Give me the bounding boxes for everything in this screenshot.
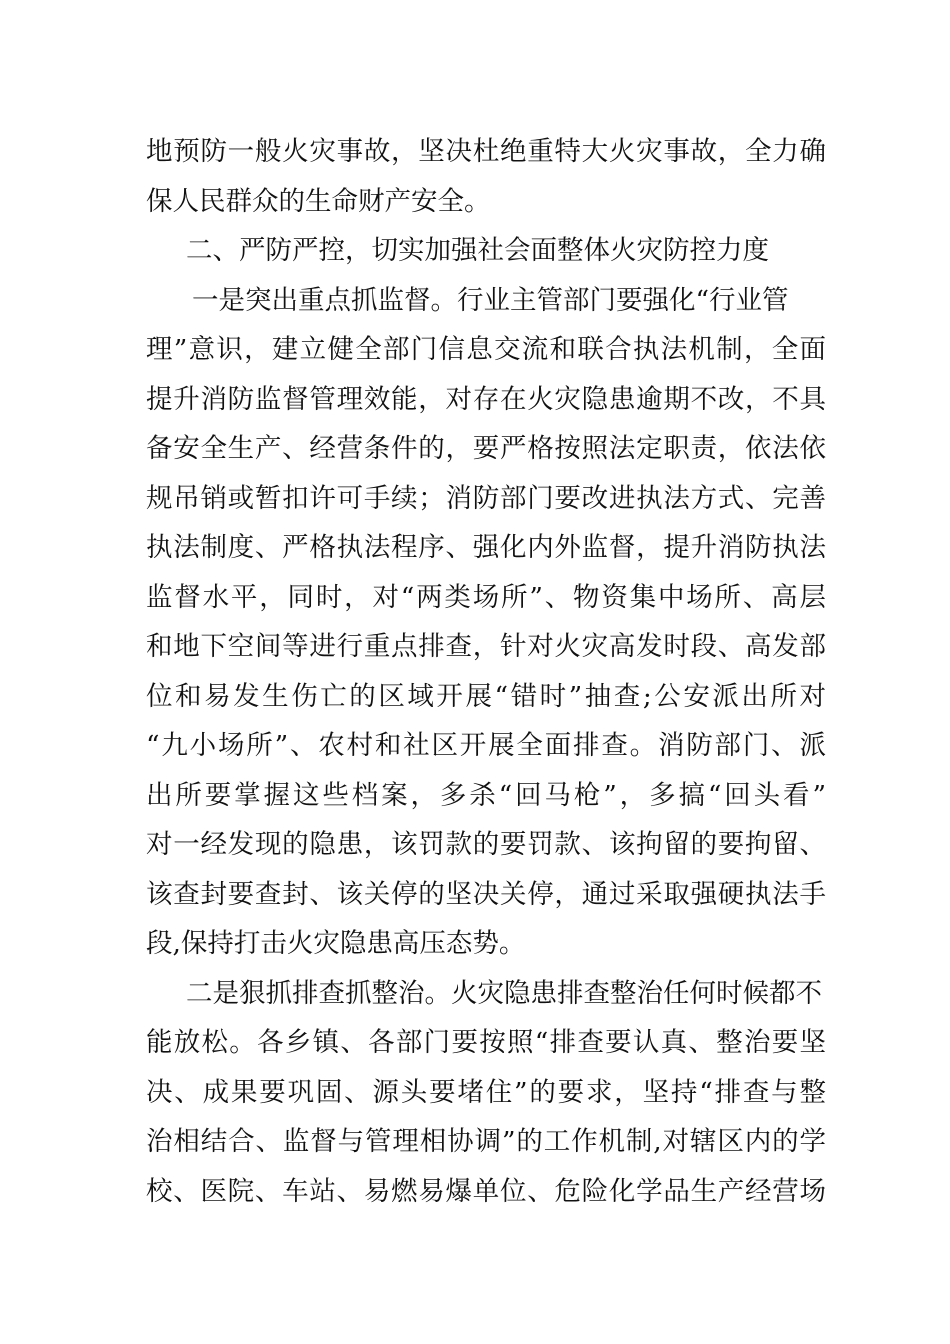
text-line: 出所要掌握这些档案，多杀“回马枪”，多搞“回头看” bbox=[146, 779, 826, 811]
text-line: 能放松。各乡镇、各部门要按照“排查要认真、整治要坚 bbox=[146, 1027, 826, 1058]
text-line: 备安全生产、经营条件的，要严格按照法定职责，依法依 bbox=[146, 433, 826, 464]
text-line: 段,保持打击火灾隐患高压态势。 bbox=[146, 928, 526, 959]
section-heading: 二、严防严控，切实加强社会面整体火灾防控力度 bbox=[186, 235, 769, 266]
text-line: 执法制度、严格执法程序、强化内外监督，提升消防执法 bbox=[146, 532, 826, 563]
text-line: 监督水平，同时，对“两类场所”、物资集中场所、高层 bbox=[146, 581, 826, 613]
paragraph-first-line: 二是狠抓排查抓整治。火灾隐患排查整治任何时候都不 bbox=[186, 977, 822, 1009]
text-line: 对一经发现的隐患，该罚款的要罚款、该拘留的要拘留、 bbox=[146, 829, 826, 860]
text-line: 该查封要查封、该关停的坚决关停，通过采取强硬执法手 bbox=[146, 878, 826, 910]
text-line: 保人民群众的生命财产安全。 bbox=[146, 185, 491, 217]
paragraph-first-line: 一是突出重点抓监督。行业主管部门要强化“行业管 bbox=[192, 284, 789, 316]
text-line: 校、医院、车站、易燃易爆单位、危险化学品生产经营场 bbox=[146, 1175, 826, 1207]
text-line: 理”意识，建立健全部门信息交流和联合执法机制，全面 bbox=[146, 334, 826, 365]
text-line: “九小场所”、农村和社区开展全面排查。消防部门、派 bbox=[146, 730, 826, 761]
text-line: 决、成果要巩固、源头要堵住”的要求，坚持“排查与整 bbox=[146, 1076, 826, 1108]
text-line: 位和易发生伤亡的区域开展“错时”抽查;公安派出所对 bbox=[146, 680, 826, 712]
text-line: 和地下空间等进行重点排查，针对火灾高发时段、高发部 bbox=[146, 631, 826, 662]
document-body bbox=[146, 127, 826, 1216]
text-line: 治相结合、监督与管理相协调”的工作机制,对辖区内的学 bbox=[146, 1126, 826, 1157]
text-line: 提升消防监督管理效能，对存在火灾隐患逾期不改，不具 bbox=[146, 383, 826, 415]
text-line: 地预防一般火灾事故，坚决杜绝重特大火灾事故，全力确 bbox=[146, 136, 826, 167]
text-line: 规吊销或暂扣许可手续；消防部门要改进执法方式、完善 bbox=[146, 482, 826, 514]
